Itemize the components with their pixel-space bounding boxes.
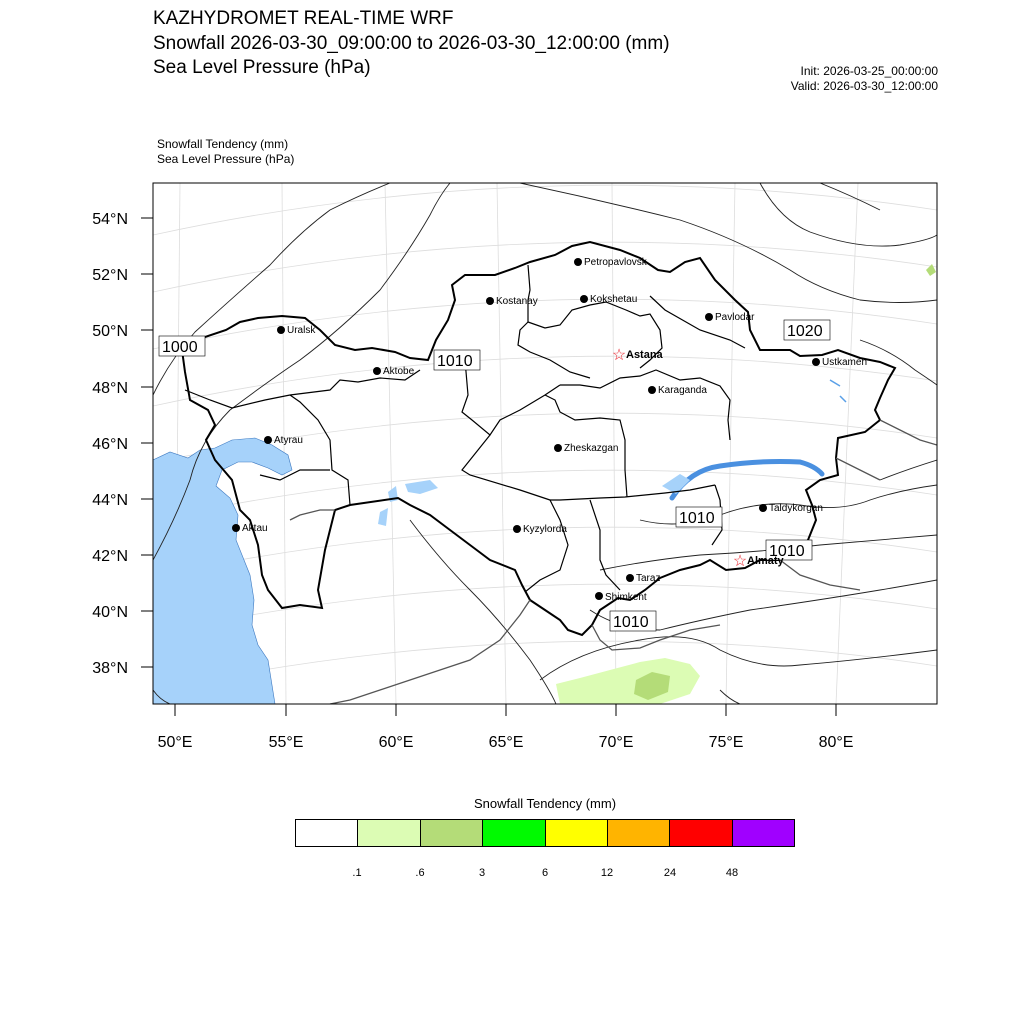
- city-label: Taraz: [636, 573, 661, 584]
- graticule: [153, 183, 937, 704]
- threshold-label: .6: [415, 867, 425, 879]
- map-content: [153, 183, 937, 704]
- city-dot: [264, 436, 272, 444]
- city-label: Almaty: [747, 555, 784, 567]
- color-swatch: [483, 820, 545, 846]
- city-dot: [232, 524, 240, 532]
- lon-label: 75°E: [708, 734, 744, 751]
- isobar-label: 1010: [679, 510, 715, 527]
- threshold-label: 24: [663, 867, 677, 879]
- city-label: Uralsk: [287, 325, 316, 336]
- color-swatch: [358, 820, 420, 846]
- city-label: Aktau: [242, 523, 268, 534]
- color-swatch: [608, 820, 670, 846]
- city-label: Kyzylorda: [523, 524, 567, 535]
- city-label: Petropavlovsk: [584, 257, 647, 268]
- aral-sea: [378, 486, 398, 526]
- city-label: Karaganda: [658, 385, 707, 396]
- lat-label: 50°N: [92, 323, 128, 340]
- balkhash-lake: [672, 462, 822, 499]
- lon-label: 80°E: [818, 734, 854, 751]
- city-dot: [759, 504, 767, 512]
- lat-label: 40°N: [92, 604, 128, 621]
- main-title: KAZHYDROMET REAL-TIME WRF: [153, 8, 454, 29]
- city-dot: [812, 358, 820, 366]
- city-dot: [648, 386, 656, 394]
- city-dot: [595, 592, 603, 600]
- isobar-label: 1000: [162, 339, 198, 356]
- snowfall-title: Snowfall 2026-03-30_09:00:00 to 2026-03-30_12:00:00 (mm): [153, 33, 670, 54]
- city-label: Kokshetau: [590, 294, 638, 305]
- color-swatch: [733, 820, 794, 846]
- city-label: Pavlodar: [715, 312, 755, 323]
- city-label: Zheskazgan: [564, 443, 619, 454]
- lon-label: 60°E: [378, 734, 414, 751]
- pressure-title: Sea Level Pressure (hPa): [153, 57, 371, 78]
- irtysh-river: [830, 380, 846, 402]
- threshold-label: 3: [478, 867, 486, 879]
- lat-label: 52°N: [92, 267, 128, 284]
- city-label: Taldykorgan: [769, 503, 823, 514]
- city-label: Aktobe: [383, 366, 415, 377]
- city-dot: [580, 295, 588, 303]
- lat-label: 38°N: [92, 660, 128, 677]
- city-dot: [554, 444, 562, 452]
- city-label: Kostanay: [496, 296, 538, 307]
- lon-label: 70°E: [598, 734, 634, 751]
- lon-label: 50°E: [157, 734, 193, 751]
- map-frame: [153, 183, 937, 704]
- city-dot: [574, 258, 582, 266]
- init-time: Init: 2026-03-25_00:00:00: [800, 64, 938, 78]
- threshold-label: 6: [541, 867, 549, 879]
- color-swatch: [296, 820, 358, 846]
- city-dot: [513, 525, 521, 533]
- lon-label: 65°E: [488, 734, 524, 751]
- threshold-label: 12: [600, 867, 614, 879]
- isobar-label: 1010: [437, 353, 473, 370]
- city-label: Atyrau: [274, 435, 303, 446]
- city-dot: [626, 574, 634, 582]
- color-swatch: [546, 820, 608, 846]
- threshold-label: .1: [352, 867, 362, 879]
- color-bar: [295, 819, 795, 847]
- isobars: [153, 183, 937, 704]
- lat-label: 46°N: [92, 436, 128, 453]
- field-label-pressure: Sea Level Pressure (hPa): [157, 152, 295, 166]
- lat-labels: [92, 211, 128, 677]
- isobar-labels: [159, 320, 830, 631]
- legend-title: Snowfall Tendency (mm): [473, 796, 617, 811]
- lat-label: 54°N: [92, 211, 128, 228]
- isobar-label: 1010: [613, 614, 649, 631]
- city-label: Shimkent: [605, 592, 647, 603]
- city-dot: [705, 313, 713, 321]
- color-swatch: [421, 820, 483, 846]
- isobar-label: 1020: [787, 323, 823, 340]
- city-dot: [277, 326, 285, 334]
- city-label: Astana: [626, 349, 663, 361]
- snow-area-south: [556, 658, 700, 704]
- valid-time: Valid: 2026-03-30_12:00:00: [790, 79, 938, 93]
- oblast-borders: [185, 265, 748, 592]
- lat-label: 42°N: [92, 548, 128, 565]
- color-swatch: [670, 820, 732, 846]
- capital-star-icon: ☆: [611, 347, 627, 364]
- threshold-label: 48: [725, 867, 739, 879]
- lat-label: 44°N: [92, 492, 128, 509]
- aral-sea-east: [405, 480, 438, 494]
- field-label-snowfall: Snowfall Tendency (mm): [157, 137, 289, 151]
- city-label: Ustkamen: [822, 357, 868, 368]
- city-dot: [486, 297, 494, 305]
- lat-label: 48°N: [92, 380, 128, 397]
- lon-labels: [158, 734, 854, 751]
- city-dot: [373, 367, 381, 375]
- capital-star-icon: ☆: [732, 553, 748, 570]
- isobar-label: 1010: [769, 543, 805, 560]
- lon-label: 55°E: [268, 734, 304, 751]
